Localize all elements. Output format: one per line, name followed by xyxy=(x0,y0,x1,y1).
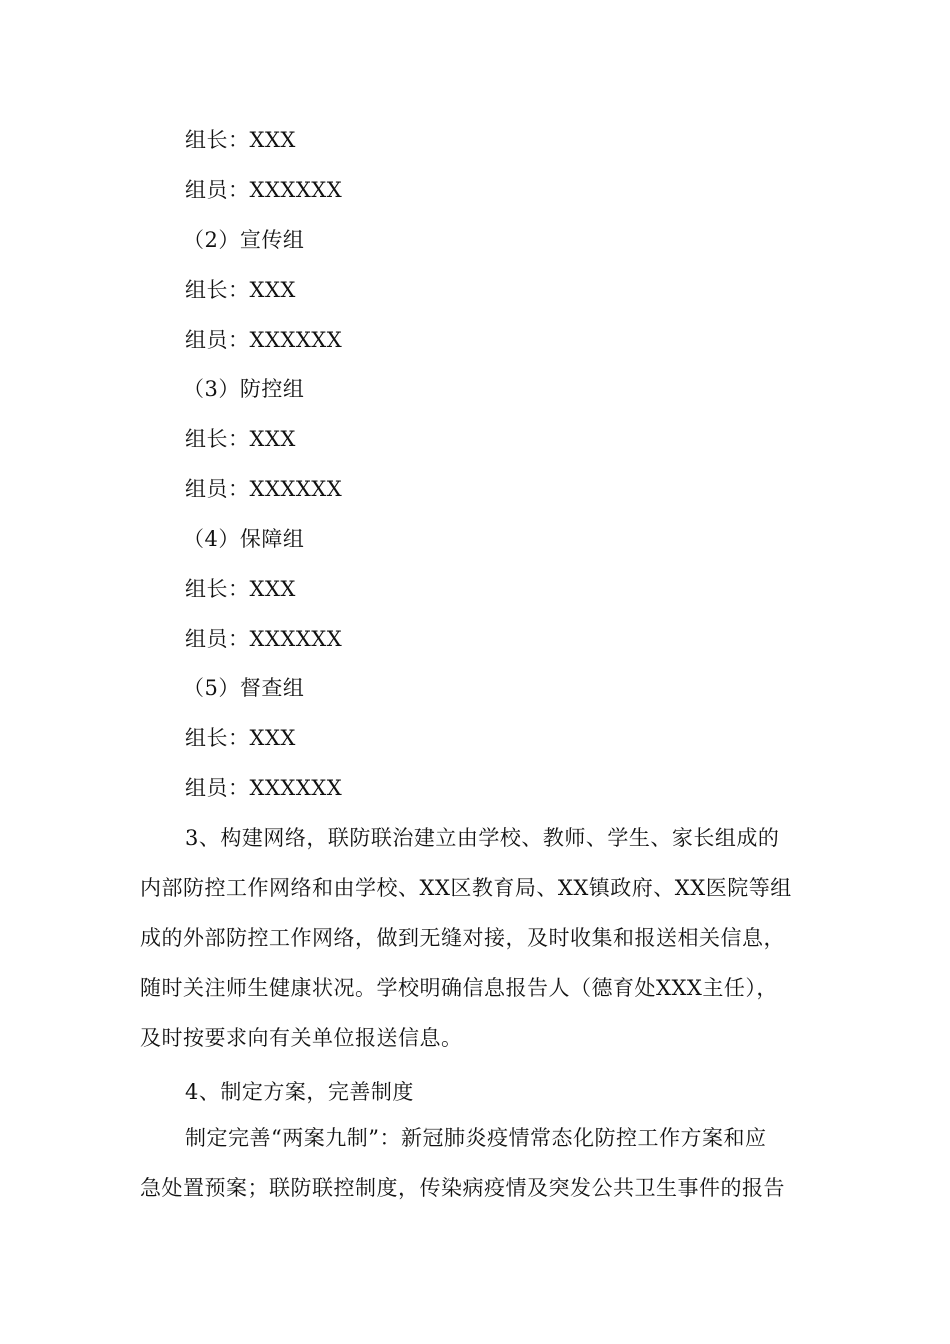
member-line: 组员：XXXXXX xyxy=(185,776,343,800)
member-line: 组员：XXXXXX xyxy=(185,477,343,501)
paragraph-3-line: 及时按要求向有关单位报送信息。 xyxy=(140,1026,463,1050)
leader-line: 组长：XXX xyxy=(185,577,296,601)
group-heading: （4）保障组 xyxy=(183,527,305,551)
group-heading: （5）督查组 xyxy=(183,676,305,700)
paragraph-3-line: 随时关注师生健康状况。学校明确信息报告人（德育处XXX主任）， xyxy=(140,976,778,1000)
leader-line: 组长：XXX xyxy=(185,128,296,152)
leader-line: 组长：XXX xyxy=(185,427,296,451)
paragraph-4-line: 制定完善“两案九制”：新冠肺炎疫情常态化防控工作方案和应 xyxy=(185,1126,767,1150)
member-line: 组员：XXXXXX xyxy=(185,178,343,202)
paragraph-4-line: 急处置预案；联防联控制度，传染病疫情及突发公共卫生事件的报告 xyxy=(140,1176,785,1200)
group-heading: （3）防控组 xyxy=(183,377,305,401)
leader-line: 组长：XXX xyxy=(185,278,296,302)
paragraph-3-line: 内部防控工作网络和由学校、XX区教育局、XX镇政府、XX医院等组 xyxy=(140,876,792,900)
group-heading: （2）宣传组 xyxy=(183,228,305,252)
leader-line: 组长：XXX xyxy=(185,726,296,750)
section-4-heading: 4、制定方案，完善制度 xyxy=(185,1080,414,1104)
member-line: 组员：XXXXXX xyxy=(185,328,343,352)
paragraph-3-line: 3、构建网络，联防联治建立由学校、教师、学生、家长组成的 xyxy=(185,826,780,850)
member-line: 组员：XXXXXX xyxy=(185,627,343,651)
paragraph-3-line: 成的外部防控工作网络，做到无缝对接，及时收集和报送相关信息， xyxy=(140,926,785,950)
